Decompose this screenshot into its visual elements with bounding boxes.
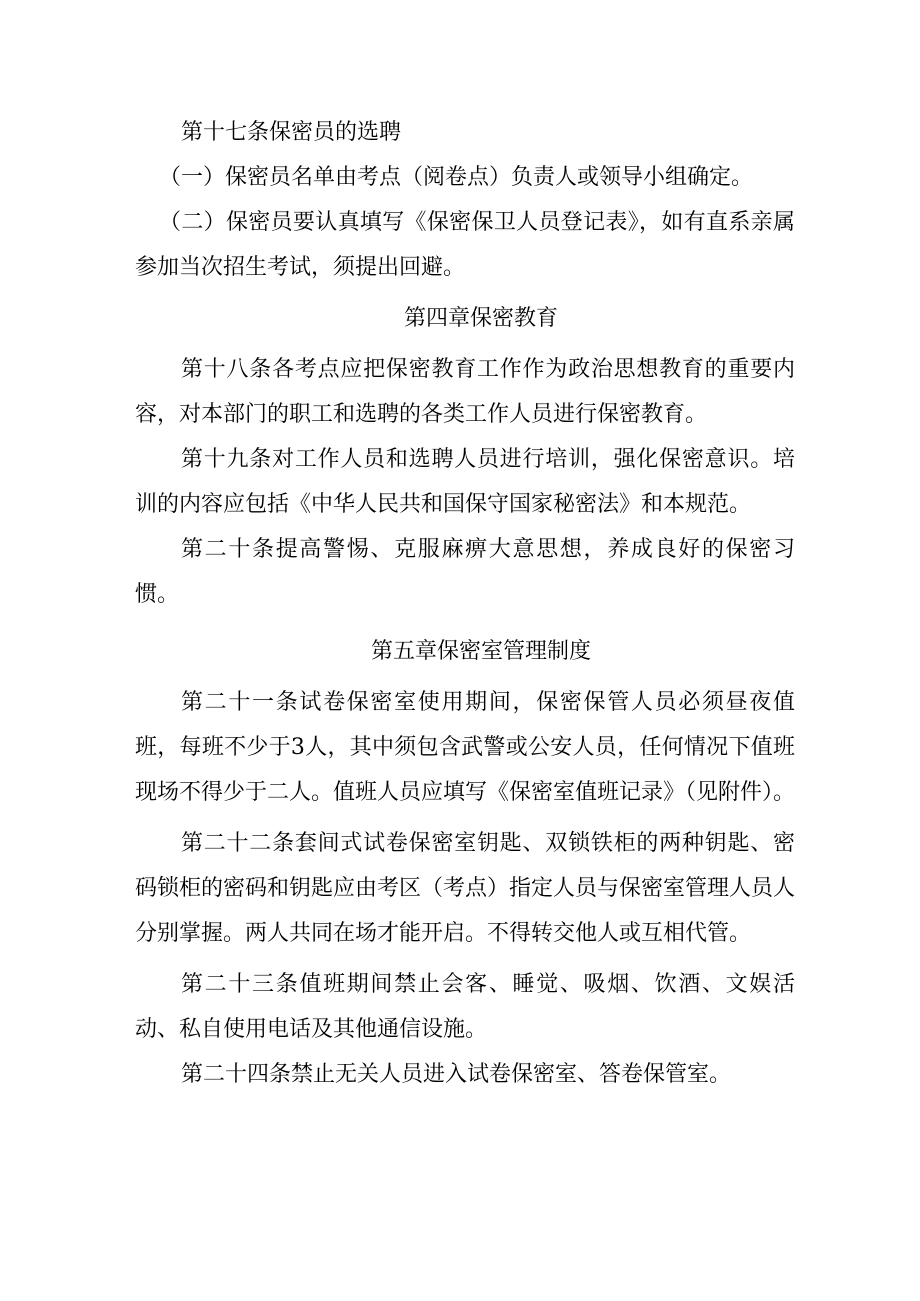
article-17-item-1: （一）保密员名单由考点（阅卷点）负责人或领导小组确定。 [159,165,754,190]
article-20: 第二十条提高警惕、克服麻痹大意思想，养成良好的保密习惯。 [135,537,795,607]
article-18: 第十八条各考点应把保密教育工作作为政治思想教育的重要内容，对本部门的职工和选聘的各类工作人员进行保密教育。 [135,357,795,427]
article-17-item-2: （二）保密员要认真填写《保密保卫人员登记表》，如有直系亲属参加当次招生考试，须提出回避。 [135,210,795,280]
chapter-5-heading: 第五章保密室管理制度 [370,639,591,664]
article-21: 第二十一条试卷保密室使用期间，保密保管人员必须昼夜值班，每班不少于3人，其中须包含武警或公安人员，任何情况下值班现场不得少于二人。值班人员应填写《保密室值班记录》（见附件）。 [135,690,796,805]
document-body [135,110,795,1097]
article-23: 第二十三条值班期间禁止会客、睡觉、吸烟、饮酒、文娱活动、私自使用电话及其他通信设施。 [135,972,795,1042]
article-24: 第二十四条禁止无关人员进入试卷保密室、答卷保管室。 [181,1062,732,1087]
article-22: 第二十二条套间式试卷保密室钥匙、双锁铁柜的两种钥匙、密码锁柜的密码和钥匙应由考区（考点）指定人员与保密室管理人员人分别掌握。两人共同在场才能开启。不得转交他人或互相代管。 [135,831,796,946]
article-17-title: 第十七条保密员的选聘 [181,120,402,145]
chapter-4-heading: 第四章保密教育 [403,306,558,331]
article-19: 第十九条对工作人员和选聘人员进行培训，强化保密意识。培训的内容应包括《中华人民共和国保守国家秘密法》和本规范。 [135,447,795,517]
